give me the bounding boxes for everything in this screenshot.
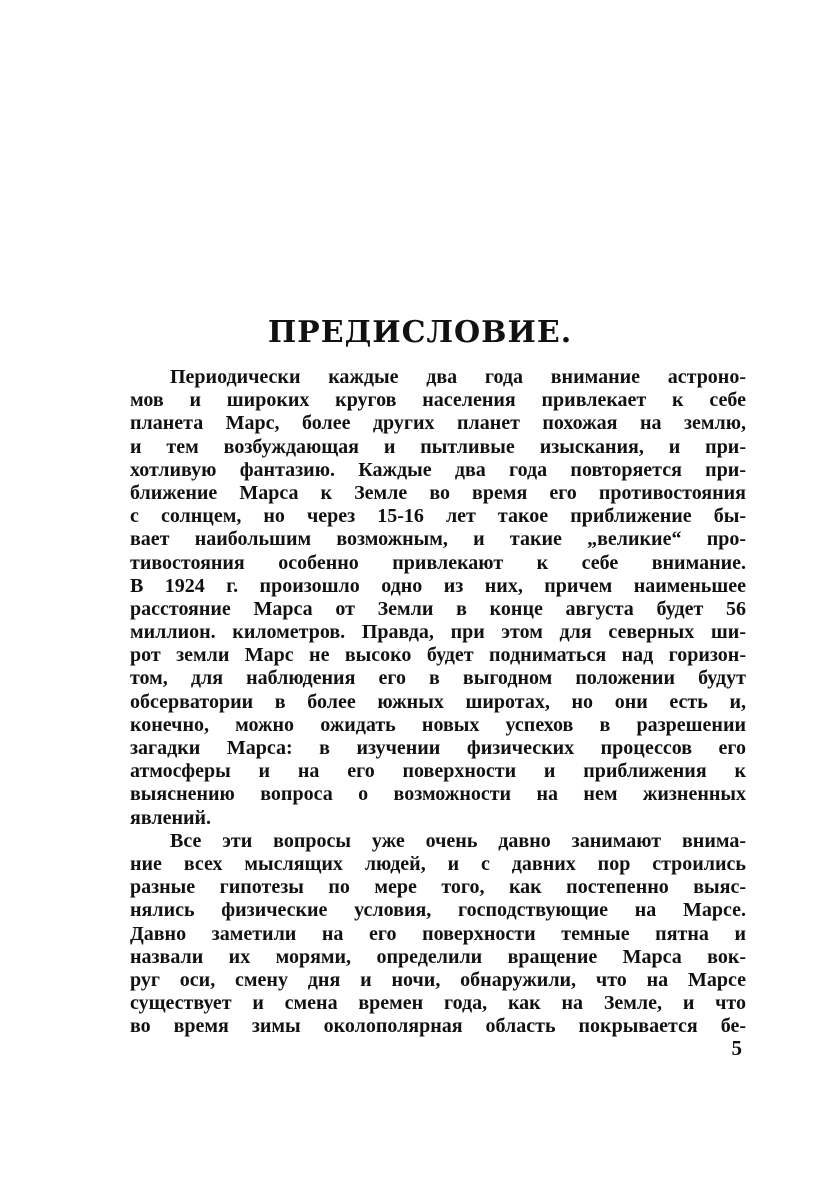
text-line: ближение Марса к Земле во время его противостояния xyxy=(130,481,746,504)
text-line: Все эти вопросы уже очень давно занимают внима- xyxy=(170,829,746,852)
text-line: явлений. xyxy=(130,806,212,829)
text-line: В 1924 г. произошло одно из них, причем наименьшее xyxy=(130,574,746,597)
text-line: ние всех мыслящих людей, и с давних пор строились xyxy=(130,852,746,875)
chapter-heading: ПРЕДИСЛОВИЕ. xyxy=(267,315,573,350)
text-line: Периодически каждые два года внимание астроно- xyxy=(170,366,746,388)
text-line: нялись физические условия, господствующие на Марсе. xyxy=(130,899,746,922)
text-line: хотливую фантазию. Каждые два года повторяется при- xyxy=(130,458,746,481)
text-line: Давно заметили на его поверхности темные пятна и xyxy=(130,922,746,945)
text-line: мов и широких кругов населения привлекает к себе xyxy=(130,389,746,412)
text-line: выяснению вопроса о возможности на нем жизненных xyxy=(130,783,746,806)
text-line: атмосферы и на его поверхности и приближения к xyxy=(130,760,746,783)
text-line: и тем возбуждающая и пытливые изыскания, и при- xyxy=(130,435,746,458)
paragraph-1 xyxy=(130,366,746,830)
text-line: миллион. километров. Правда, при этом для северных ши- xyxy=(130,621,746,644)
text-line: загадки Марса: в изучении физических процессов его xyxy=(130,737,746,759)
body-text xyxy=(130,366,746,1038)
text-line: расстояние Марса от Земли в конце августа будет 56 xyxy=(130,597,746,620)
text-line: вает наибольшим возможным, и такие „великие“ про- xyxy=(130,528,746,551)
text-line: разные гипотезы по мере того, как постепенно выяс- xyxy=(130,876,746,899)
text-line: назвали их морями, определили вращение Марса вок- xyxy=(130,945,746,968)
text-line: существует и смена времен года, как на Земле, и что xyxy=(130,992,746,1015)
text-line: с солнцем, но через 15-16 лет такое приближение бы- xyxy=(130,505,746,528)
text-line: рот земли Марс не высоко будет подниматься над горизон- xyxy=(130,644,746,667)
text-line: обсерватории в более южных широтах, но они есть и, xyxy=(130,690,746,713)
paragraph-2 xyxy=(130,830,746,1039)
text-line: том, для наблюдения его в выгодном положении будут xyxy=(130,667,746,690)
text-line: тивостояния особенно привлекают к себе внимание. xyxy=(130,551,746,574)
page-number: 5 xyxy=(731,1036,742,1060)
text-line: руг оси, смену дня и ночи, обнаружили, что на Марсе xyxy=(130,968,746,991)
text-line: во время зимы околополярная область покрывается бе- xyxy=(130,1015,746,1038)
text-line: конечно, можно ожидать новых успехов в разрешении xyxy=(130,713,746,736)
text-line: планета Марс, более других планет похожая на землю, xyxy=(130,412,746,435)
